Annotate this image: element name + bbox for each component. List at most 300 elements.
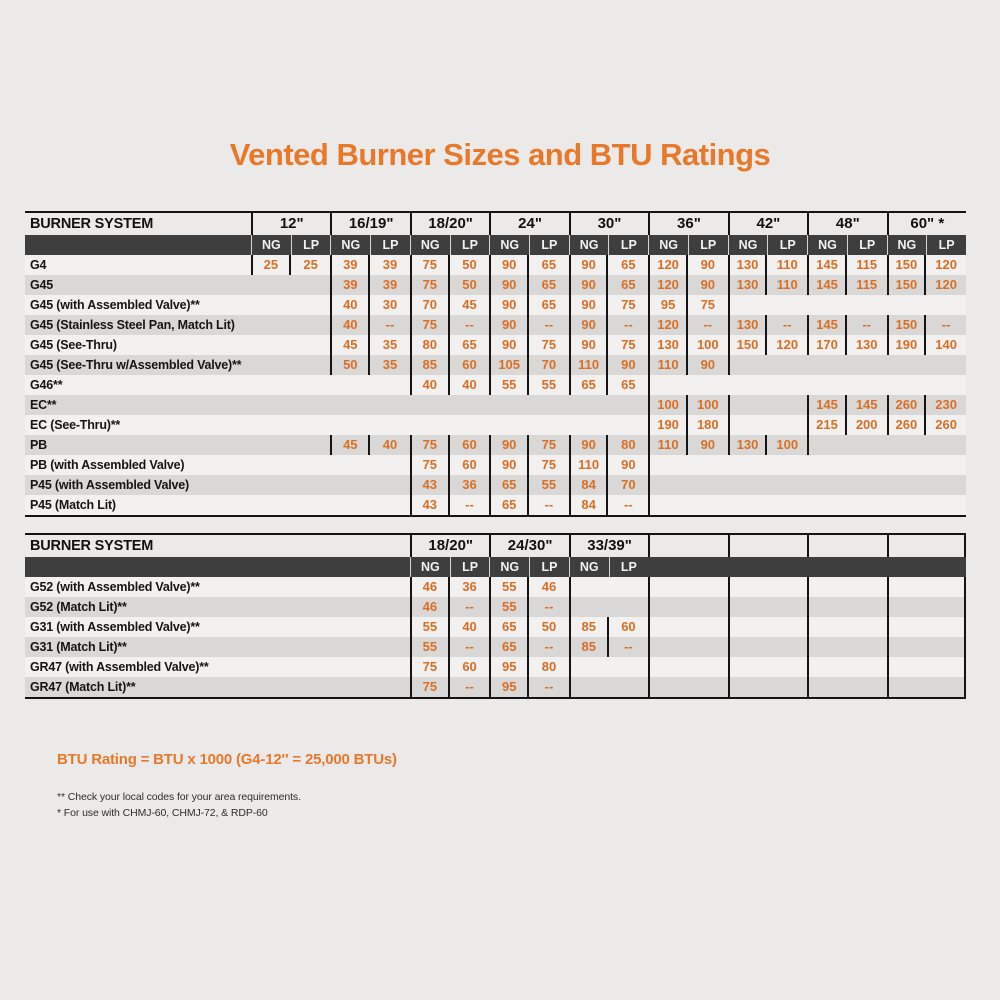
btu-value-cell: -- — [544, 497, 554, 512]
btu-value-cell: 90 — [569, 295, 609, 315]
btu-value-cell — [648, 375, 688, 395]
btu-value-cell: 75 — [541, 437, 557, 452]
btu-value-cell: 90 — [489, 315, 529, 335]
btu-value-cell: 50 — [462, 277, 477, 292]
gas-type-header: LP — [609, 557, 649, 577]
btu-value-cell: 90 — [700, 277, 716, 292]
burner-system-label: G31 (Match Lit)** — [30, 640, 127, 654]
btu-value-cell — [728, 617, 768, 637]
btu-value-cell: 120 — [648, 275, 688, 295]
btu-value-cell: 120 — [648, 315, 688, 335]
btu-value-cell: -- — [544, 639, 554, 654]
btu-value-cell: 190 — [648, 415, 688, 435]
btu-value-cell: 25 — [303, 257, 318, 272]
table-row — [25, 355, 966, 375]
btu-value-cell — [807, 375, 847, 395]
btu-value-cell — [807, 475, 847, 495]
table-header-row — [25, 213, 966, 235]
table-row — [25, 255, 966, 275]
table-row — [25, 315, 966, 335]
btu-value-cell — [847, 375, 887, 395]
gas-type-header: LP — [450, 557, 490, 577]
footnote-for-use-with: * For use with CHMJ-60, CHMJ-72, & RDP-60 — [57, 807, 268, 819]
btu-value-cell — [251, 315, 291, 335]
btu-value-cell: 55 — [541, 477, 557, 492]
btu-value-cell: 75 — [621, 297, 636, 312]
btu-value-cell — [767, 375, 807, 395]
btu-value-cell: 45 — [330, 335, 370, 355]
table-row — [25, 617, 966, 637]
btu-value-cell: 145 — [855, 397, 878, 412]
btu-value-cell — [728, 597, 768, 617]
btu-value-cell — [847, 657, 887, 677]
btu-value-cell: 55 — [489, 375, 529, 395]
btu-value-cell: 75 — [700, 297, 716, 312]
btu-value-cell — [529, 415, 569, 435]
btu-value-cell: -- — [465, 639, 474, 654]
btu-value-cell — [529, 395, 569, 415]
btu-value-cell — [688, 637, 728, 657]
btu-value-cell — [489, 395, 529, 415]
table-row — [25, 375, 966, 395]
btu-value-cell: 180 — [696, 417, 719, 432]
btu-value-cell: 90 — [621, 357, 636, 372]
btu-value-cell — [688, 657, 728, 677]
table-row — [25, 415, 966, 435]
gas-type-header: LP — [450, 235, 490, 255]
btu-value-cell — [688, 495, 728, 515]
vented-burner-table — [25, 211, 966, 517]
btu-value-cell: 90 — [700, 437, 716, 452]
btu-value-cell — [926, 677, 966, 697]
btu-value-cell — [887, 475, 927, 495]
btu-value-cell: 230 — [935, 397, 957, 412]
btu-value-cell — [887, 577, 927, 597]
btu-value-cell: 110 — [648, 355, 688, 375]
btu-value-cell: -- — [465, 599, 474, 614]
btu-value-cell: 70 — [621, 477, 636, 492]
btu-value-cell: 39 — [382, 257, 398, 272]
btu-value-cell — [926, 495, 966, 515]
btu-value-cell — [688, 455, 728, 475]
table-row — [25, 435, 966, 455]
btu-value-cell — [887, 295, 927, 315]
btu-value-cell: 95 — [648, 295, 688, 315]
gas-type-band-row — [25, 557, 966, 577]
btu-value-cell — [251, 495, 291, 515]
btu-value-cell: 40 — [462, 377, 477, 392]
btu-value-cell — [767, 475, 807, 495]
band-spacer — [25, 557, 410, 577]
btu-value-cell — [251, 455, 291, 475]
size-header: 42" — [728, 213, 807, 235]
btu-value-cell — [251, 295, 291, 315]
btu-value-cell: 95 — [489, 677, 529, 697]
btu-value-cell: 39 — [330, 275, 370, 295]
table-row — [25, 637, 966, 657]
btu-value-cell — [887, 375, 927, 395]
table-row — [25, 657, 966, 677]
btu-value-cell — [648, 677, 688, 697]
btu-value-cell — [767, 295, 807, 315]
btu-value-cell — [767, 597, 807, 617]
page-title: Vented Burner Sizes and BTU Ratings — [229, 137, 771, 172]
btu-value-cell: 75 — [410, 657, 450, 677]
btu-value-cell — [767, 677, 807, 697]
gas-type-header — [807, 557, 847, 577]
btu-value-cell: 35 — [382, 357, 398, 372]
btu-value-cell: 65 — [489, 475, 529, 495]
btu-value-cell: 75 — [541, 457, 557, 472]
gas-type-header: LP — [370, 235, 410, 255]
btu-value-cell: 260 — [935, 417, 957, 432]
btu-value-cell — [847, 577, 887, 597]
btu-value-cell — [767, 637, 807, 657]
btu-value-cell: 46 — [541, 579, 557, 594]
btu-value-cell: 60 — [462, 457, 477, 472]
btu-value-cell — [807, 677, 847, 697]
btu-value-cell — [569, 395, 609, 415]
btu-value-cell: -- — [465, 679, 474, 694]
btu-value-cell — [926, 475, 966, 495]
btu-value-cell — [251, 475, 291, 495]
btu-value-cell — [807, 657, 847, 677]
size-header — [648, 535, 727, 557]
btu-value-cell: 200 — [855, 417, 878, 432]
size-header — [887, 535, 966, 557]
gas-type-header: LP — [291, 235, 331, 255]
btu-value-cell: 105 — [489, 355, 529, 375]
btu-value-cell: 65 — [541, 277, 557, 292]
btu-value-cell: 75 — [410, 435, 450, 455]
btu-value-cell — [807, 295, 847, 315]
table-row — [25, 597, 966, 617]
btu-value-cell — [370, 475, 410, 495]
btu-value-cell — [926, 295, 966, 315]
btu-value-cell: 145 — [807, 255, 847, 275]
btu-value-cell — [450, 395, 490, 415]
btu-value-cell — [609, 577, 649, 597]
btu-value-cell: 65 — [569, 375, 609, 395]
gas-type-header — [648, 557, 688, 577]
size-header: 30" — [569, 213, 648, 235]
btu-value-cell — [847, 475, 887, 495]
btu-value-cell — [926, 355, 966, 375]
btu-value-cell: 110 — [648, 435, 688, 455]
btu-value-cell — [648, 577, 688, 597]
table-row — [25, 295, 966, 315]
btu-value-cell — [330, 375, 370, 395]
btu-value-cell: 150 — [728, 335, 768, 355]
secondary-burner-table — [25, 533, 966, 699]
size-header: 36" — [648, 213, 727, 235]
gas-type-header: NG — [410, 557, 450, 577]
btu-value-cell — [291, 435, 331, 455]
table-row — [25, 475, 966, 495]
btu-value-cell — [569, 657, 609, 677]
btu-value-cell: 50 — [330, 355, 370, 375]
burner-system-label: PB — [30, 438, 47, 452]
btu-value-cell: -- — [385, 317, 395, 332]
btu-value-cell: 110 — [569, 355, 609, 375]
btu-value-cell — [887, 355, 927, 375]
btu-value-cell — [370, 395, 410, 415]
gas-type-header: NG — [330, 235, 370, 255]
btu-value-cell: 95 — [489, 657, 529, 677]
gas-type-header — [847, 557, 887, 577]
btu-value-cell — [291, 375, 331, 395]
gas-type-header: LP — [926, 235, 966, 255]
burner-system-label: GR47 (with Assembled Valve)** — [30, 660, 209, 674]
btu-value-cell: 100 — [776, 437, 799, 452]
btu-value-cell: 40 — [410, 375, 450, 395]
btu-value-cell — [767, 617, 807, 637]
btu-value-cell: 55 — [489, 597, 529, 617]
gas-type-header: NG — [887, 235, 927, 255]
btu-value-cell — [330, 475, 370, 495]
btu-value-cell — [608, 395, 648, 415]
gas-type-header — [767, 557, 807, 577]
btu-value-cell: 50 — [462, 257, 477, 272]
btu-value-cell: 40 — [462, 619, 477, 634]
btu-value-cell: 65 — [621, 277, 636, 292]
table-row — [25, 455, 966, 475]
btu-value-cell: 130 — [728, 275, 768, 295]
btu-value-cell: 90 — [569, 335, 609, 355]
btu-value-cell — [291, 475, 331, 495]
btu-value-cell — [728, 375, 768, 395]
btu-value-cell: -- — [465, 497, 474, 512]
burner-system-label: G4 — [30, 258, 47, 272]
btu-value-cell: 150 — [887, 255, 927, 275]
btu-value-cell — [767, 495, 807, 515]
btu-value-cell: 90 — [489, 335, 529, 355]
btu-value-cell: -- — [544, 679, 554, 694]
btu-value-cell: 75 — [410, 255, 450, 275]
btu-value-cell: 110 — [569, 455, 609, 475]
btu-value-cell — [648, 657, 688, 677]
burner-system-label: G45 (See-Thru) — [30, 338, 117, 352]
btu-value-cell — [807, 355, 847, 375]
burner-system-label: EC (See-Thru)** — [30, 418, 121, 432]
btu-value-cell — [767, 657, 807, 677]
btu-value-cell — [609, 657, 649, 677]
btu-value-cell — [926, 455, 966, 475]
size-header: 24/30" — [489, 535, 568, 557]
btu-value-cell: 90 — [700, 257, 716, 272]
size-header: 48" — [807, 213, 886, 235]
btu-value-cell: 100 — [696, 397, 719, 412]
btu-value-cell — [251, 435, 291, 455]
btu-value-cell — [291, 455, 331, 475]
btu-value-cell: 60 — [462, 357, 477, 372]
btu-value-cell — [251, 355, 291, 375]
size-header: 12" — [251, 213, 330, 235]
btu-value-cell — [251, 275, 291, 295]
btu-value-cell: 75 — [410, 275, 450, 295]
gas-type-header: NG — [728, 235, 768, 255]
btu-value-cell — [847, 637, 887, 657]
btu-value-cell: 110 — [776, 257, 798, 272]
table-row — [25, 577, 966, 597]
btu-value-cell — [926, 637, 966, 657]
btu-value-cell: 40 — [382, 437, 398, 452]
gas-type-header: NG — [648, 235, 688, 255]
btu-value-cell: 43 — [410, 475, 450, 495]
btu-value-cell: 130 — [728, 315, 768, 335]
size-header: 16/19" — [330, 213, 409, 235]
btu-value-cell — [807, 577, 847, 597]
burner-system-label: G45 — [30, 278, 54, 292]
btu-value-cell: 215 — [807, 415, 847, 435]
btu-value-cell: 100 — [696, 337, 719, 352]
btu-value-cell: 90 — [489, 255, 529, 275]
burner-system-label: G52 (with Assembled Valve)** — [30, 580, 200, 594]
btu-value-cell: 90 — [489, 295, 529, 315]
btu-value-cell — [370, 495, 410, 515]
btu-value-cell: 150 — [887, 275, 927, 295]
btu-value-cell: -- — [782, 317, 792, 332]
btu-value-cell: 70 — [541, 357, 557, 372]
btu-value-cell — [926, 597, 966, 617]
btu-value-cell — [767, 455, 807, 475]
btu-value-cell: 75 — [541, 337, 557, 352]
btu-value-cell — [847, 435, 887, 455]
btu-value-cell: -- — [465, 317, 474, 332]
btu-value-cell — [847, 455, 887, 475]
btu-value-cell — [291, 495, 331, 515]
burner-system-label: G31 (with Assembled Valve)** — [30, 620, 200, 634]
btu-value-cell: 70 — [410, 295, 450, 315]
btu-value-cell: 35 — [382, 337, 398, 352]
btu-value-cell: 84 — [569, 495, 609, 515]
btu-value-cell: 260 — [887, 395, 927, 415]
btu-value-cell — [887, 657, 927, 677]
btu-value-cell: 45 — [330, 435, 370, 455]
btu-value-cell — [926, 577, 966, 597]
btu-value-cell — [450, 415, 490, 435]
burner-system-label: EC** — [30, 398, 57, 412]
btu-value-cell: 90 — [569, 255, 609, 275]
btu-value-cell: 75 — [410, 677, 450, 697]
btu-value-cell: 40 — [330, 315, 370, 335]
table-row — [25, 335, 966, 355]
btu-value-cell: 90 — [700, 357, 716, 372]
btu-value-cell — [728, 657, 768, 677]
size-header: 60" * — [887, 213, 966, 235]
btu-value-cell: 46 — [410, 577, 450, 597]
btu-value-cell: 85 — [569, 637, 609, 657]
btu-value-cell: 100 — [648, 395, 688, 415]
btu-value-cell — [648, 617, 688, 637]
btu-value-cell — [291, 355, 331, 375]
btu-value-cell — [370, 375, 410, 395]
footnote-local-codes: ** Check your local codes for your area requirements. — [57, 791, 301, 803]
btu-value-cell: -- — [624, 497, 633, 512]
gas-type-header: LP — [529, 557, 569, 577]
btu-value-cell — [330, 455, 370, 475]
btu-value-cell — [330, 395, 370, 415]
btu-value-cell: 120 — [648, 255, 688, 275]
btu-value-cell — [330, 415, 370, 435]
btu-value-cell: -- — [624, 639, 633, 654]
btu-value-cell — [410, 395, 450, 415]
btu-value-cell: 45 — [462, 297, 477, 312]
burner-system-header: BURNER SYSTEM — [30, 216, 154, 232]
gas-type-header: NG — [410, 235, 450, 255]
btu-value-cell: 84 — [569, 475, 609, 495]
btu-value-cell — [728, 355, 768, 375]
btu-value-cell — [926, 617, 966, 637]
btu-value-cell — [251, 395, 291, 415]
btu-value-cell: 65 — [489, 637, 529, 657]
btu-value-cell: 90 — [621, 457, 636, 472]
btu-value-cell: 90 — [489, 455, 529, 475]
btu-value-cell — [847, 295, 887, 315]
btu-value-cell — [807, 617, 847, 637]
burner-system-label: G52 (Match Lit)** — [30, 600, 127, 614]
gas-type-header: LP — [847, 235, 887, 255]
btu-value-cell: 85 — [410, 355, 450, 375]
btu-value-cell: 65 — [621, 377, 636, 392]
btu-value-cell: 65 — [489, 495, 529, 515]
burner-system-label: PB (with Assembled Valve) — [30, 458, 185, 472]
btu-value-cell — [728, 455, 768, 475]
btu-value-cell — [728, 577, 768, 597]
btu-value-cell — [728, 295, 768, 315]
btu-value-cell — [569, 577, 609, 597]
btu-value-cell: 150 — [887, 315, 927, 335]
btu-value-cell — [608, 415, 648, 435]
btu-value-cell: 75 — [410, 455, 450, 475]
btu-value-cell: 145 — [807, 275, 847, 295]
size-header — [728, 535, 807, 557]
btu-value-cell — [728, 475, 768, 495]
btu-value-cell: 43 — [410, 495, 450, 515]
btu-value-cell — [291, 295, 331, 315]
btu-value-cell — [767, 355, 807, 375]
btu-value-cell: 30 — [382, 297, 398, 312]
btu-value-cell — [807, 597, 847, 617]
btu-value-cell — [807, 455, 847, 475]
btu-value-cell — [569, 677, 609, 697]
btu-value-cell: 36 — [462, 579, 477, 594]
btu-value-cell: -- — [544, 317, 554, 332]
btu-value-cell: 90 — [489, 435, 529, 455]
btu-value-cell: 170 — [807, 335, 847, 355]
btu-value-cell — [926, 435, 966, 455]
gas-type-header — [926, 557, 966, 577]
btu-value-cell: 25 — [251, 255, 291, 275]
gas-type-header — [887, 557, 927, 577]
size-header — [807, 535, 886, 557]
burner-system-label: G45 (with Assembled Valve)** — [30, 298, 200, 312]
btu-value-cell — [728, 495, 768, 515]
btu-value-cell — [728, 677, 768, 697]
btu-value-cell — [887, 597, 927, 617]
size-header: 24" — [489, 213, 568, 235]
btu-value-cell: 90 — [569, 435, 609, 455]
btu-value-cell — [847, 597, 887, 617]
btu-value-cell: 80 — [410, 335, 450, 355]
btu-value-cell — [569, 415, 609, 435]
btu-value-cell — [728, 415, 768, 435]
gas-type-header: NG — [489, 557, 529, 577]
btu-value-cell: 65 — [541, 257, 557, 272]
btu-value-cell: -- — [862, 317, 872, 332]
size-header: 33/39" — [569, 535, 648, 557]
burner-system-label: P45 (with Assembled Valve) — [30, 478, 189, 492]
